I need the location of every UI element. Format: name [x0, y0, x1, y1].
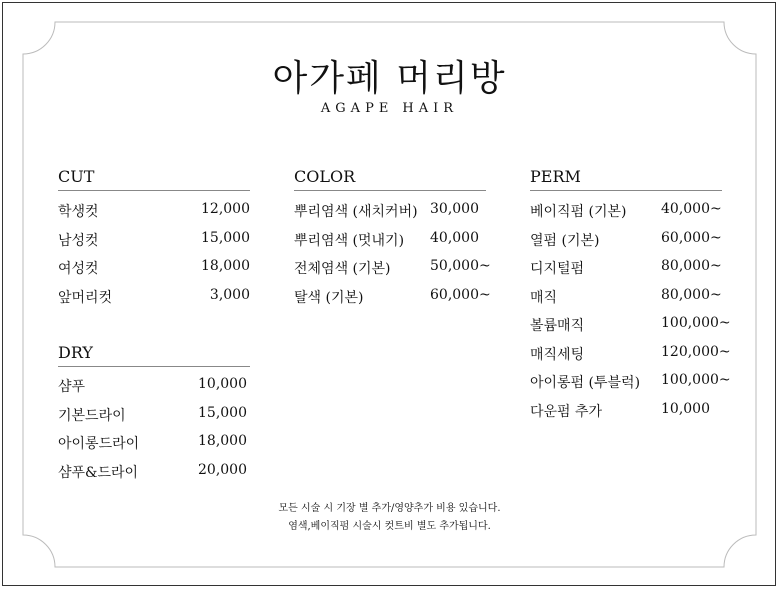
item-price: 15,000: [201, 229, 250, 246]
footer-notes: [0, 500, 779, 536]
item-name: 샴푸&드라이: [58, 464, 139, 481]
menu-row: [294, 286, 491, 316]
item-name: 매직: [530, 289, 558, 306]
menu-row: [530, 401, 722, 430]
item-name: 탈색 (기본): [294, 289, 364, 306]
item-name: 베이직펌 (기본): [530, 204, 627, 220]
menu-row: [530, 287, 722, 316]
section-cut: [58, 166, 250, 315]
section-heading-perm: PERM: [530, 166, 722, 191]
item-price: 18,000: [201, 258, 250, 274]
item-name: 다운펌 추가: [530, 403, 603, 420]
section-color: [294, 166, 491, 315]
section-dry: [58, 342, 250, 490]
item-name: 뿌리염색 (새치커버): [294, 204, 418, 220]
item-name: 열펌 (기본): [530, 232, 600, 249]
menu-row: [58, 230, 250, 259]
item-name: 뿌리염색 (멋내기): [294, 232, 405, 249]
item-name: 샴푸: [58, 379, 86, 395]
menu-row: [58, 462, 250, 491]
menu-row: [530, 258, 722, 287]
item-name: 매직세팅: [530, 346, 585, 363]
item-name: 학생컷: [58, 204, 99, 220]
item-price: 18,000: [198, 433, 247, 449]
item-price: 80,000~: [661, 286, 722, 303]
item-price: 100,000~: [661, 372, 731, 388]
item-name: 아이롱드라이: [58, 436, 140, 452]
menu-row: [530, 343, 731, 373]
item-name: 전체염색 (기본): [294, 261, 391, 277]
item-name: 기본드라이: [58, 407, 126, 424]
item-price: 40,000: [430, 229, 479, 246]
note-line: 모든 시술 시 기장 별 추가/영양추가 비용 있습니다.: [278, 503, 501, 514]
page-subtitle: AGAPE HAIR: [320, 101, 459, 116]
item-name: 디지털펌: [530, 261, 585, 277]
section-heading-color: COLOR: [294, 166, 486, 191]
item-price: 100,000~: [661, 315, 731, 331]
item-price: 40,000~: [661, 201, 722, 217]
item-price: 20,000: [198, 461, 247, 478]
menu-row: [530, 230, 722, 259]
item-name: 볼륨매직: [530, 318, 585, 334]
item-price: 3,000: [209, 286, 250, 303]
item-price: 12,000: [201, 201, 250, 217]
section-heading-cut: CUT: [58, 166, 250, 191]
item-name: 여성컷: [58, 261, 99, 277]
item-price: 50,000~: [430, 258, 491, 274]
menu-row: [294, 230, 486, 259]
menu-row: [58, 376, 250, 405]
menu-row: [530, 315, 731, 344]
section-heading-dry: DRY: [58, 342, 250, 367]
menu-row: [294, 258, 491, 287]
item-price: 60,000~: [661, 229, 722, 246]
item-price: 80,000~: [661, 258, 722, 274]
menu-row: [58, 433, 250, 462]
menu-row: [58, 287, 250, 316]
note-line: 염색,베이직펌 시술시 컷트비 별도 추가됩니다.: [288, 521, 491, 532]
menu-row: [294, 201, 486, 230]
menu-row: [58, 405, 250, 434]
menu-row: [530, 372, 731, 401]
menu-row: [58, 201, 250, 230]
item-name: 앞머리컷: [58, 289, 113, 306]
item-price: 120,000~: [661, 343, 731, 360]
item-price: 15,000: [198, 404, 247, 421]
item-price: 10,000: [198, 376, 247, 392]
menu-row: [530, 201, 722, 230]
item-price: 10,000: [661, 400, 710, 417]
item-price: 30,000: [430, 201, 479, 217]
section-perm: [530, 166, 731, 429]
menu-row: [58, 258, 250, 287]
item-name: 아이롱펌 (투블럭): [530, 375, 641, 391]
item-name: 남성컷: [58, 232, 99, 249]
page-title: 아가페 머리방: [272, 58, 507, 99]
item-price: 60,000~: [430, 286, 491, 303]
